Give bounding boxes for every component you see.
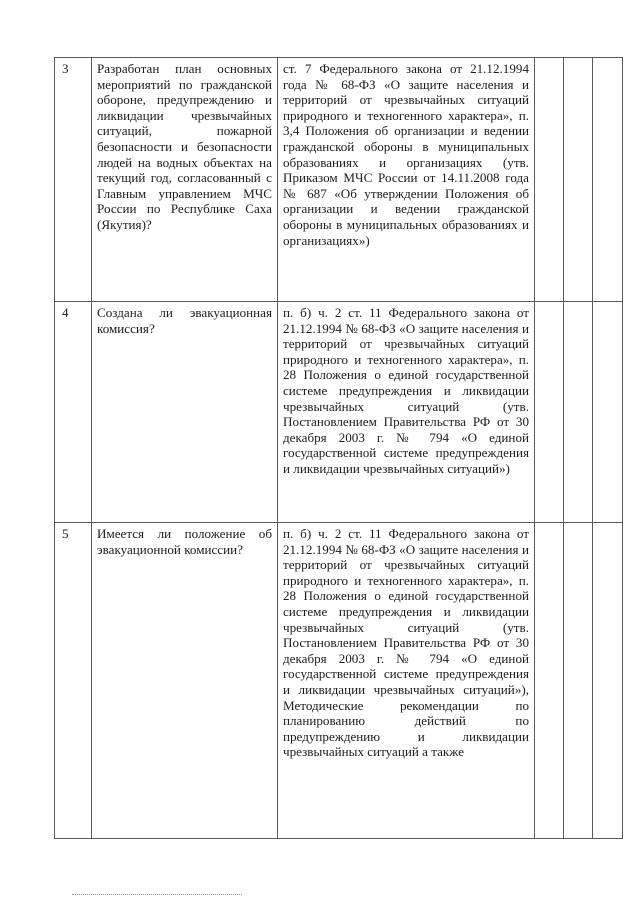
answer-no-cell <box>564 523 593 839</box>
question-cell: Разработан план основных мероприятий по гражданской обороне, предупреждению и ликвидации чрезвычайных ситуаций, пожарной безопасности и безопасности людей на водных объектах на текущий год, согласованный с Главным управлением МЧС России по Республике Саха (Якутия)? <box>92 58 278 302</box>
question-cell: Имеется ли положение об эвакуационной комиссии? <box>92 523 278 839</box>
legal-reference-cell: п. б) ч. 2 ст. 11 Федерального закона от 21.12.1994 № 68-ФЗ «О защите населения и территорий от чрезвычайных ситуаций природного и техногенного характера», п. 28 Положения о единой государственной системе предупреждения и ликвидации чрезвычайных ситуаций (утв. Постановлением Правительства РФ от 30 декабря 2003 г. № 794 «О единой государственной системе предупреждения и ликвидации чрезвычайных ситуаций»), Методические рекомендации по планированию действий по предупреждению и ликвидации чрезвычайных ситуаций а также <box>278 523 535 839</box>
row-number: 5 <box>55 523 92 839</box>
table-row <box>55 58 623 302</box>
table-row <box>55 523 623 839</box>
answer-yes-cell <box>535 302 564 523</box>
scan-artifact <box>72 894 242 899</box>
answer-yes-cell <box>535 523 564 839</box>
table-row <box>55 302 623 523</box>
checklist-table <box>54 57 623 839</box>
note-cell <box>593 302 623 523</box>
answer-yes-cell <box>535 58 564 302</box>
legal-reference-cell: п. б) ч. 2 ст. 11 Федерального закона от 21.12.1994 № 68-ФЗ «О защите населения и территорий от чрезвычайных ситуаций природного и техногенного характера», п. 28 Положения о единой государственной системе предупреждения и ликвидации чрезвычайных ситуаций (утв. Постановлением Правительства РФ от 30 декабря 2003 г. № 794 «О единой государственной системе предупреждения и ликвидации чрезвычайных ситуаций») <box>278 302 535 523</box>
answer-no-cell <box>564 302 593 523</box>
legal-reference-cell: ст. 7 Федерального закона от 21.12.1994 года № 68-ФЗ «О защите населения и территорий от чрезвычайных ситуаций природного и техногенного характера», п. 3,4 Положения об организации и ведении гражданской обороны в муниципальных образованиях и организациях (утв. Приказом МЧС России от 14.11.2008 года № 687 «Об утверждении Положения об организации и ведении гражданской обороны в муниципальных образованиях и организациях») <box>278 58 535 302</box>
note-cell <box>593 523 623 839</box>
question-cell: Создана ли эвакуационная комиссия? <box>92 302 278 523</box>
answer-no-cell <box>564 58 593 302</box>
row-number: 3 <box>55 58 92 302</box>
note-cell <box>593 58 623 302</box>
row-number: 4 <box>55 302 92 523</box>
